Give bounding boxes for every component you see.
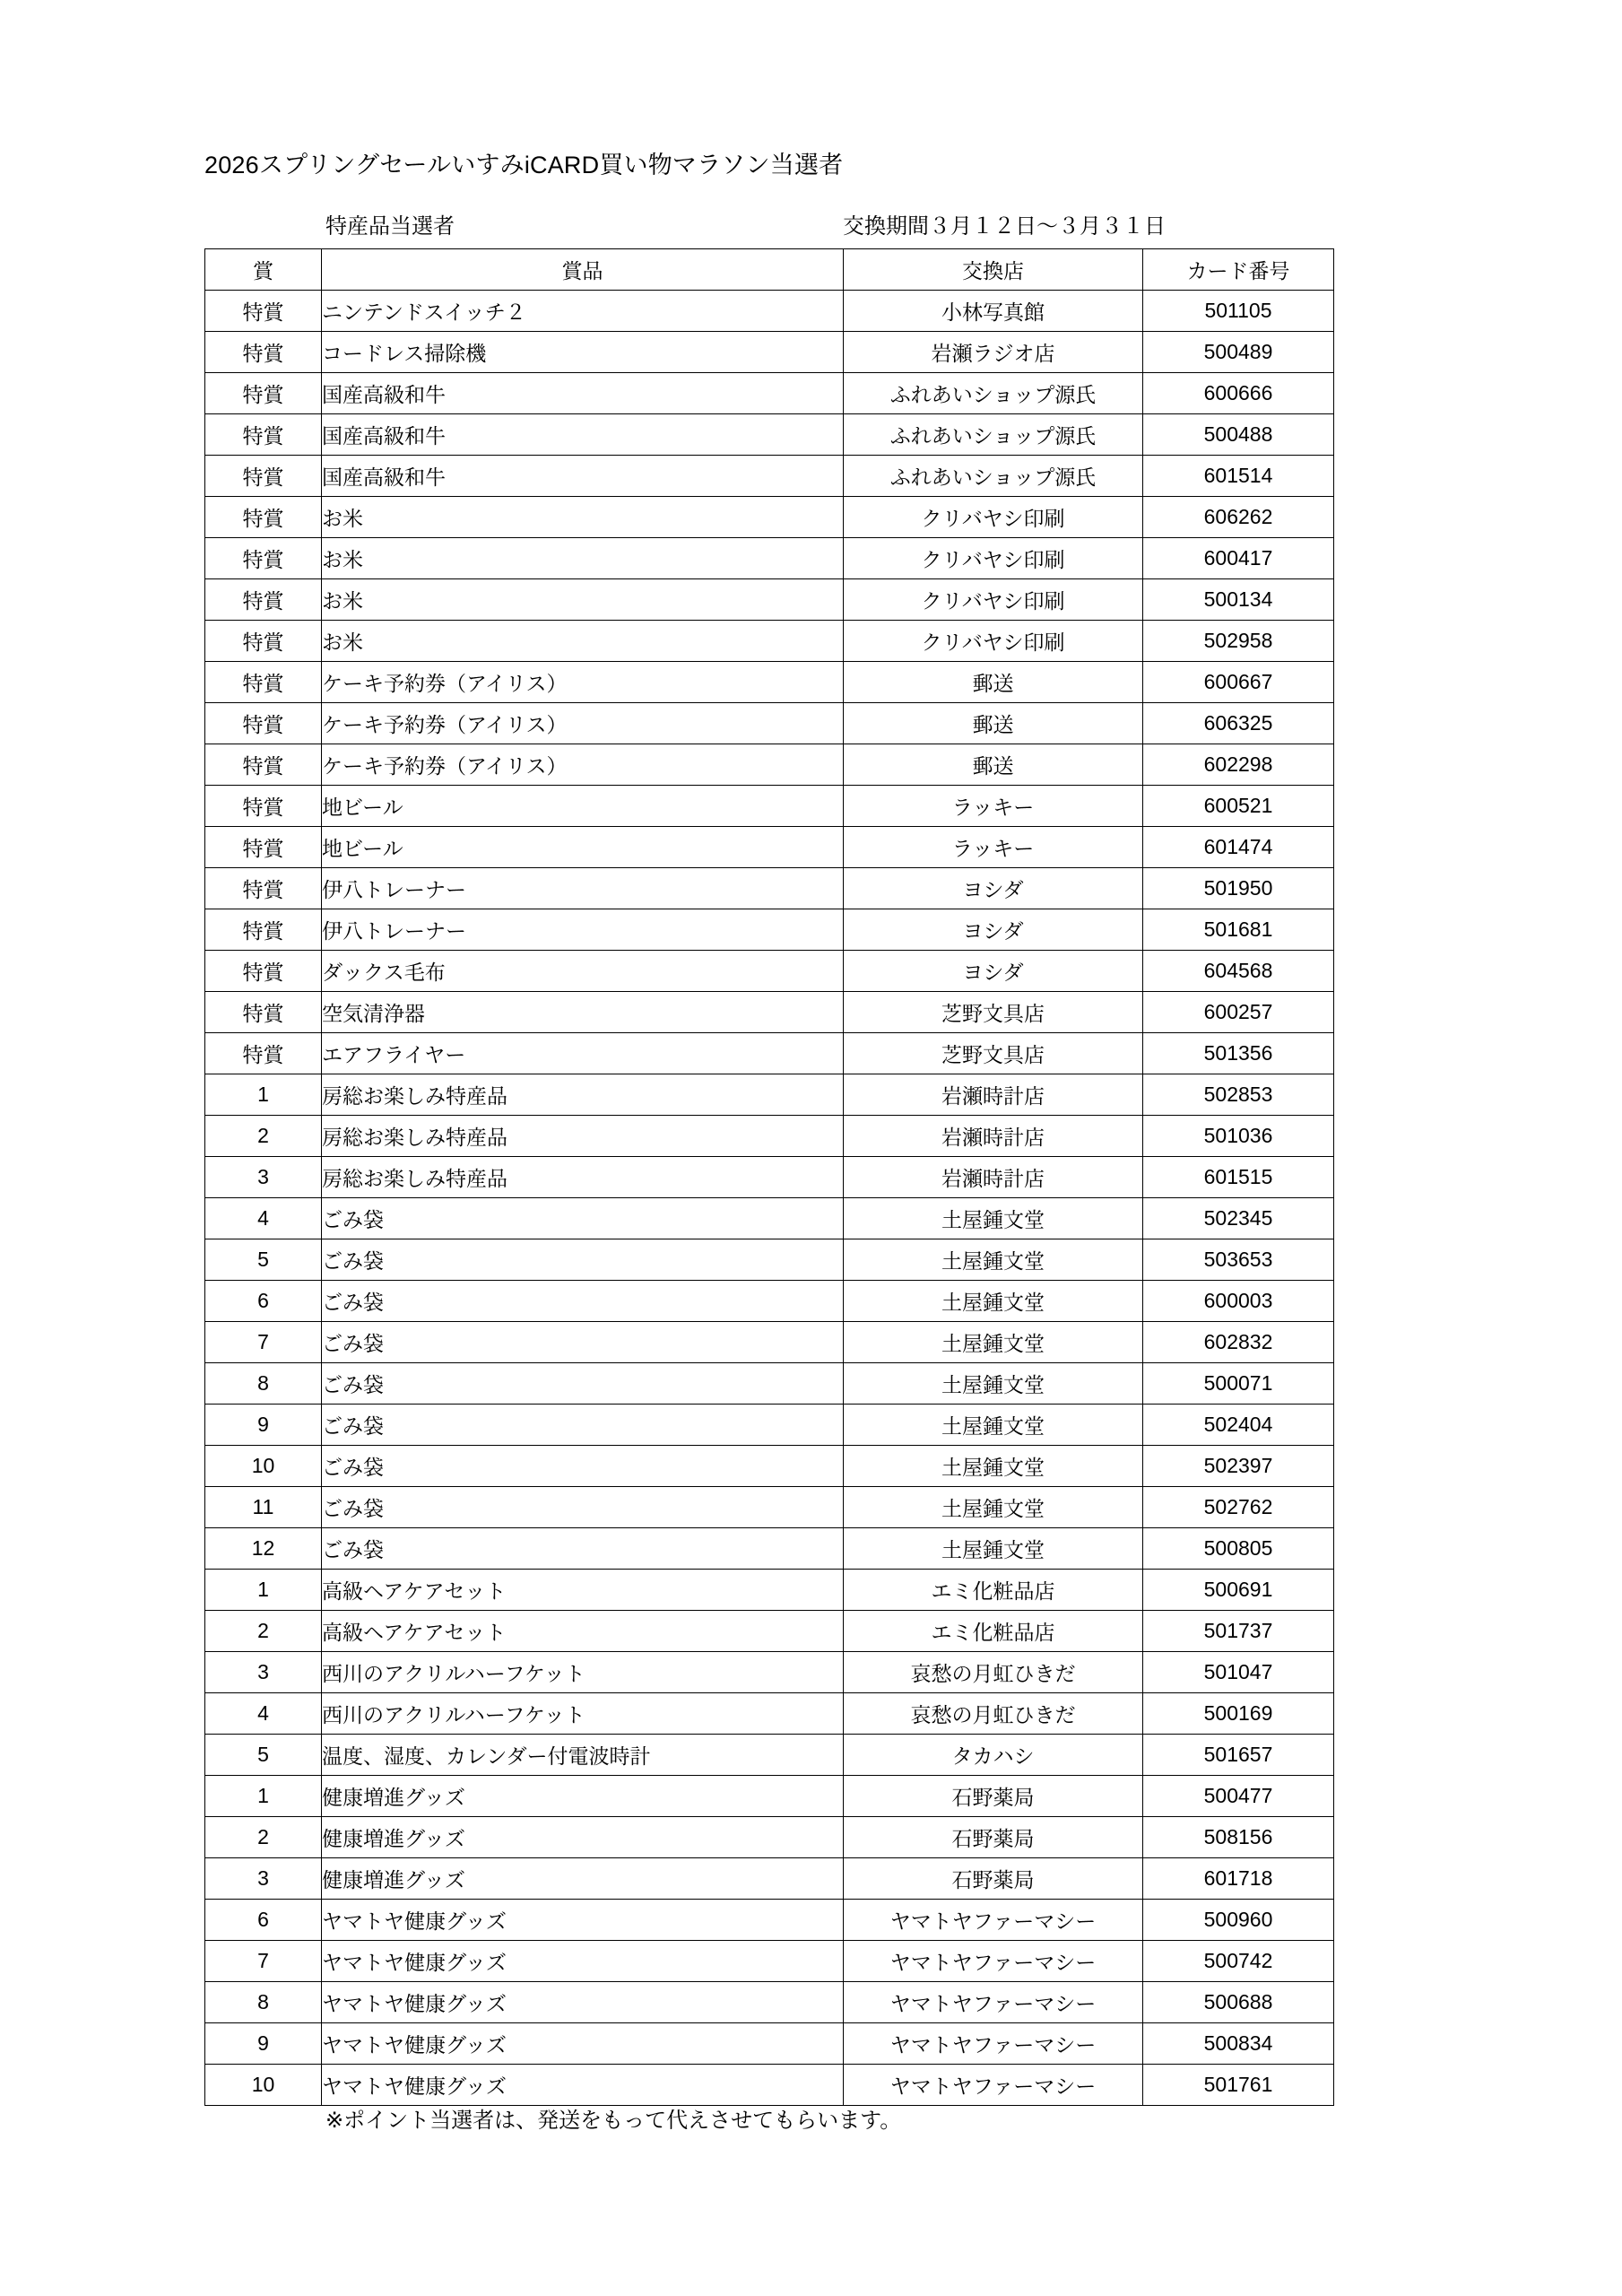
cell-cardnumber: 500489 <box>1143 332 1334 373</box>
cell-prize: 特賞 <box>205 332 322 373</box>
cell-prize: 8 <box>205 1982 322 2023</box>
cell-cardnumber: 501356 <box>1143 1033 1334 1074</box>
cell-prize: 6 <box>205 1281 322 1322</box>
cell-item: お米 <box>322 621 844 662</box>
cell-shop: 土屋鍾文堂 <box>844 1322 1143 1363</box>
footer-note: ※ポイント当選者は、発送をもって代えさせてもらいます。 <box>325 2109 902 2133</box>
cell-shop: 石野薬局 <box>844 1817 1143 1858</box>
table-row <box>205 291 1334 332</box>
table-header <box>205 249 1334 291</box>
cell-item: ニンテンドスイッチ２ <box>322 291 844 332</box>
cell-cardnumber: 508156 <box>1143 1817 1334 1858</box>
cell-item: 西川のアクリルハーフケット <box>322 1652 844 1693</box>
table-row <box>205 332 1334 373</box>
table-row <box>205 1074 1334 1116</box>
cell-item: お米 <box>322 579 844 621</box>
cell-cardnumber: 502404 <box>1143 1405 1334 1446</box>
table-row <box>205 1487 1334 1528</box>
cell-shop: ヨシダ <box>844 951 1143 992</box>
cell-item: 高級ヘアケアセット <box>322 1611 844 1652</box>
cell-prize: 特賞 <box>205 786 322 827</box>
cell-shop: 岩瀬ラジオ店 <box>844 332 1143 373</box>
cell-cardnumber: 600666 <box>1143 373 1334 414</box>
cell-prize: 特賞 <box>205 868 322 909</box>
table-row <box>205 621 1334 662</box>
cell-cardnumber: 501657 <box>1143 1735 1334 1776</box>
cell-item: 伊八トレーナー <box>322 909 844 951</box>
winners-table <box>204 248 1334 2106</box>
cell-shop: 岩瀬時計店 <box>844 1116 1143 1157</box>
cell-prize: 4 <box>205 1693 322 1735</box>
table-row <box>205 1322 1334 1363</box>
winners-table-wrapper <box>204 248 1333 2106</box>
cell-item: 房総お楽しみ特産品 <box>322 1074 844 1116</box>
cell-cardnumber: 600667 <box>1143 662 1334 703</box>
table-row <box>205 703 1334 744</box>
table-row <box>205 1817 1334 1858</box>
cell-cardnumber: 600003 <box>1143 1281 1334 1322</box>
cell-prize: 特賞 <box>205 497 322 538</box>
cell-cardnumber: 500134 <box>1143 579 1334 621</box>
table-row <box>205 1157 1334 1198</box>
subheader-category-label: 特産品当選者 <box>325 214 455 239</box>
cell-shop: 土屋鍾文堂 <box>844 1487 1143 1528</box>
cell-prize: 特賞 <box>205 662 322 703</box>
cell-cardnumber: 503653 <box>1143 1239 1334 1281</box>
cell-shop: 土屋鍾文堂 <box>844 1239 1143 1281</box>
cell-shop: ふれあいショップ源氏 <box>844 414 1143 456</box>
cell-item: ごみ袋 <box>322 1239 844 1281</box>
cell-prize: 2 <box>205 1116 322 1157</box>
table-row <box>205 951 1334 992</box>
column-header-shop: 交換店 <box>844 249 1143 291</box>
cell-item: ヤマトヤ健康グッズ <box>322 2023 844 2065</box>
cell-prize: 5 <box>205 1735 322 1776</box>
cell-prize: 特賞 <box>205 579 322 621</box>
cell-cardnumber: 500742 <box>1143 1941 1334 1982</box>
cell-shop: エミ化粧品店 <box>844 1611 1143 1652</box>
cell-shop: 土屋鍾文堂 <box>844 1405 1143 1446</box>
table-row <box>205 1900 1334 1941</box>
column-header-cardnumber: カード番号 <box>1143 249 1334 291</box>
cell-cardnumber: 500691 <box>1143 1570 1334 1611</box>
table-row <box>205 992 1334 1033</box>
cell-cardnumber: 500488 <box>1143 414 1334 456</box>
cell-prize: 特賞 <box>205 373 322 414</box>
table-row <box>205 1941 1334 1982</box>
cell-prize: 9 <box>205 2023 322 2065</box>
cell-prize: 8 <box>205 1363 322 1405</box>
cell-cardnumber: 500169 <box>1143 1693 1334 1735</box>
table-row <box>205 827 1334 868</box>
cell-cardnumber: 602298 <box>1143 744 1334 786</box>
table-row <box>205 414 1334 456</box>
cell-prize: 7 <box>205 1322 322 1363</box>
cell-shop: ヤマトヤファーマシー <box>844 1941 1143 1982</box>
table-row <box>205 1652 1334 1693</box>
cell-prize: 1 <box>205 1776 322 1817</box>
cell-prize: 特賞 <box>205 621 322 662</box>
table-row <box>205 1982 1334 2023</box>
cell-shop: 郵送 <box>844 744 1143 786</box>
table-row <box>205 662 1334 703</box>
cell-cardnumber: 502762 <box>1143 1487 1334 1528</box>
cell-prize: 特賞 <box>205 291 322 332</box>
cell-cardnumber: 502958 <box>1143 621 1334 662</box>
cell-cardnumber: 601514 <box>1143 456 1334 497</box>
cell-shop: 哀愁の月虹ひきだ <box>844 1693 1143 1735</box>
cell-cardnumber: 604568 <box>1143 951 1334 992</box>
cell-cardnumber: 500071 <box>1143 1363 1334 1405</box>
table-row <box>205 1528 1334 1570</box>
cell-prize: 5 <box>205 1239 322 1281</box>
cell-shop: クリバヤシ印刷 <box>844 579 1143 621</box>
cell-shop: 土屋鍾文堂 <box>844 1528 1143 1570</box>
table-row <box>205 1281 1334 1322</box>
table-row <box>205 1033 1334 1074</box>
cell-cardnumber: 500960 <box>1143 1900 1334 1941</box>
cell-item: ごみ袋 <box>322 1363 844 1405</box>
cell-prize: 特賞 <box>205 992 322 1033</box>
table-row <box>205 868 1334 909</box>
cell-item: ごみ袋 <box>322 1198 844 1239</box>
cell-item: コードレス掃除機 <box>322 332 844 373</box>
cell-cardnumber: 501681 <box>1143 909 1334 951</box>
cell-item: ヤマトヤ健康グッズ <box>322 1982 844 2023</box>
cell-item: ヤマトヤ健康グッズ <box>322 2065 844 2106</box>
table-row <box>205 497 1334 538</box>
cell-cardnumber: 501737 <box>1143 1611 1334 1652</box>
cell-prize: 11 <box>205 1487 322 1528</box>
cell-cardnumber: 601718 <box>1143 1858 1334 1900</box>
subheader-row <box>204 208 1336 239</box>
cell-prize: 特賞 <box>205 744 322 786</box>
table-row <box>205 786 1334 827</box>
cell-shop: ヨシダ <box>844 909 1143 951</box>
cell-cardnumber: 602832 <box>1143 1322 1334 1363</box>
cell-prize: 特賞 <box>205 703 322 744</box>
cell-cardnumber: 501036 <box>1143 1116 1334 1157</box>
table-row <box>205 1116 1334 1157</box>
cell-item: ヤマトヤ健康グッズ <box>322 1941 844 1982</box>
table-row <box>205 909 1334 951</box>
table-row <box>205 1735 1334 1776</box>
cell-item: お米 <box>322 497 844 538</box>
cell-item: ケーキ予約券（アイリス） <box>322 744 844 786</box>
cell-cardnumber: 501105 <box>1143 291 1334 332</box>
cell-prize: 6 <box>205 1900 322 1941</box>
cell-prize: 特賞 <box>205 456 322 497</box>
cell-shop: ヤマトヤファーマシー <box>844 2065 1143 2106</box>
cell-item: 地ビール <box>322 786 844 827</box>
cell-shop: ヤマトヤファーマシー <box>844 1982 1143 2023</box>
cell-prize: 3 <box>205 1157 322 1198</box>
cell-prize: 3 <box>205 1652 322 1693</box>
table-header-row <box>205 249 1334 291</box>
cell-prize: 4 <box>205 1198 322 1239</box>
table-row <box>205 1858 1334 1900</box>
cell-cardnumber: 502853 <box>1143 1074 1334 1116</box>
table-row <box>205 1611 1334 1652</box>
cell-item: ごみ袋 <box>322 1405 844 1446</box>
cell-cardnumber: 502397 <box>1143 1446 1334 1487</box>
cell-item: お米 <box>322 538 844 579</box>
cell-shop: ラッキー <box>844 827 1143 868</box>
cell-item: 国産高級和牛 <box>322 456 844 497</box>
cell-prize: 特賞 <box>205 951 322 992</box>
cell-prize: 特賞 <box>205 827 322 868</box>
cell-prize: 特賞 <box>205 1033 322 1074</box>
cell-shop: ヨシダ <box>844 868 1143 909</box>
cell-shop: 土屋鍾文堂 <box>844 1446 1143 1487</box>
cell-item: 伊八トレーナー <box>322 868 844 909</box>
cell-prize: 3 <box>205 1858 322 1900</box>
table-row <box>205 1570 1334 1611</box>
cell-shop: クリバヤシ印刷 <box>844 538 1143 579</box>
cell-shop: 石野薬局 <box>844 1858 1143 1900</box>
table-row <box>205 2065 1334 2106</box>
cell-shop: 芝野文具店 <box>844 992 1143 1033</box>
cell-item: ごみ袋 <box>322 1322 844 1363</box>
cell-item: エアフライヤー <box>322 1033 844 1074</box>
cell-item: ごみ袋 <box>322 1281 844 1322</box>
cell-cardnumber: 500477 <box>1143 1776 1334 1817</box>
cell-shop: 小林写真館 <box>844 291 1143 332</box>
cell-item: ヤマトヤ健康グッズ <box>322 1900 844 1941</box>
cell-item: 房総お楽しみ特産品 <box>322 1157 844 1198</box>
cell-cardnumber: 600257 <box>1143 992 1334 1033</box>
cell-shop: 哀愁の月虹ひきだ <box>844 1652 1143 1693</box>
cell-shop: 土屋鍾文堂 <box>844 1281 1143 1322</box>
table-row <box>205 579 1334 621</box>
cell-shop: 土屋鍾文堂 <box>844 1198 1143 1239</box>
cell-shop: 土屋鍾文堂 <box>844 1363 1143 1405</box>
cell-item: ケーキ予約券（アイリス） <box>322 662 844 703</box>
cell-prize: 10 <box>205 1446 322 1487</box>
table-row <box>205 1776 1334 1817</box>
page-title: 2026スプリングセールいすみiCARD買い物マラソン当選者 <box>204 152 844 178</box>
cell-shop: クリバヤシ印刷 <box>844 497 1143 538</box>
cell-cardnumber: 500834 <box>1143 2023 1334 2065</box>
column-header-item: 賞品 <box>322 249 844 291</box>
cell-prize: 12 <box>205 1528 322 1570</box>
table-row <box>205 1198 1334 1239</box>
cell-shop: 岩瀬時計店 <box>844 1157 1143 1198</box>
cell-prize: 特賞 <box>205 538 322 579</box>
cell-shop: ふれあいショップ源氏 <box>844 456 1143 497</box>
table-row <box>205 1693 1334 1735</box>
cell-shop: ラッキー <box>844 786 1143 827</box>
cell-item: 健康増進グッズ <box>322 1858 844 1900</box>
table-row <box>205 1363 1334 1405</box>
table-row <box>205 1239 1334 1281</box>
cell-item: 温度、湿度、カレンダー付電波時計 <box>322 1735 844 1776</box>
table-row <box>205 1446 1334 1487</box>
table-row <box>205 373 1334 414</box>
cell-item: ごみ袋 <box>322 1446 844 1487</box>
cell-cardnumber: 601474 <box>1143 827 1334 868</box>
cell-item: 高級ヘアケアセット <box>322 1570 844 1611</box>
cell-cardnumber: 606325 <box>1143 703 1334 744</box>
cell-shop: エミ化粧品店 <box>844 1570 1143 1611</box>
cell-shop: ヤマトヤファーマシー <box>844 1900 1143 1941</box>
cell-shop: 石野薬局 <box>844 1776 1143 1817</box>
table-row <box>205 2023 1334 2065</box>
cell-item: ごみ袋 <box>322 1487 844 1528</box>
cell-item: 健康増進グッズ <box>322 1817 844 1858</box>
cell-prize: 2 <box>205 1817 322 1858</box>
cell-item: ケーキ予約券（アイリス） <box>322 703 844 744</box>
cell-shop: クリバヤシ印刷 <box>844 621 1143 662</box>
column-header-prize: 賞 <box>205 249 322 291</box>
cell-shop: 芝野文具店 <box>844 1033 1143 1074</box>
cell-item: 国産高級和牛 <box>322 373 844 414</box>
cell-item: 空気清浄器 <box>322 992 844 1033</box>
table-row <box>205 456 1334 497</box>
cell-shop: 郵送 <box>844 703 1143 744</box>
cell-prize: 7 <box>205 1941 322 1982</box>
cell-cardnumber: 501761 <box>1143 2065 1334 2106</box>
cell-shop: 岩瀬時計店 <box>844 1074 1143 1116</box>
cell-item: 地ビール <box>322 827 844 868</box>
cell-cardnumber: 606262 <box>1143 497 1334 538</box>
table-body <box>205 291 1334 2106</box>
cell-prize: 特賞 <box>205 414 322 456</box>
cell-item: 国産高級和牛 <box>322 414 844 456</box>
cell-shop: ヤマトヤファーマシー <box>844 2023 1143 2065</box>
table-row <box>205 744 1334 786</box>
cell-cardnumber: 501047 <box>1143 1652 1334 1693</box>
cell-shop: 郵送 <box>844 662 1143 703</box>
table-row <box>205 538 1334 579</box>
cell-prize: 2 <box>205 1611 322 1652</box>
cell-item: 健康増進グッズ <box>322 1776 844 1817</box>
cell-item: 房総お楽しみ特産品 <box>322 1116 844 1157</box>
cell-cardnumber: 501950 <box>1143 868 1334 909</box>
cell-shop: タカハシ <box>844 1735 1143 1776</box>
cell-prize: 1 <box>205 1570 322 1611</box>
cell-item: ダックス毛布 <box>322 951 844 992</box>
cell-cardnumber: 601515 <box>1143 1157 1334 1198</box>
cell-cardnumber: 502345 <box>1143 1198 1334 1239</box>
cell-prize: 9 <box>205 1405 322 1446</box>
cell-shop: ふれあいショップ源氏 <box>844 373 1143 414</box>
cell-cardnumber: 500688 <box>1143 1982 1334 2023</box>
cell-prize: 10 <box>205 2065 322 2106</box>
cell-cardnumber: 600417 <box>1143 538 1334 579</box>
cell-item: 西川のアクリルハーフケット <box>322 1693 844 1735</box>
cell-cardnumber: 600521 <box>1143 786 1334 827</box>
cell-prize: 1 <box>205 1074 322 1116</box>
cell-cardnumber: 500805 <box>1143 1528 1334 1570</box>
cell-item: ごみ袋 <box>322 1528 844 1570</box>
subheader-exchange-period: 交換期間３月１２日〜３月３１日 <box>843 214 1166 239</box>
table-row <box>205 1405 1334 1446</box>
cell-prize: 特賞 <box>205 909 322 951</box>
